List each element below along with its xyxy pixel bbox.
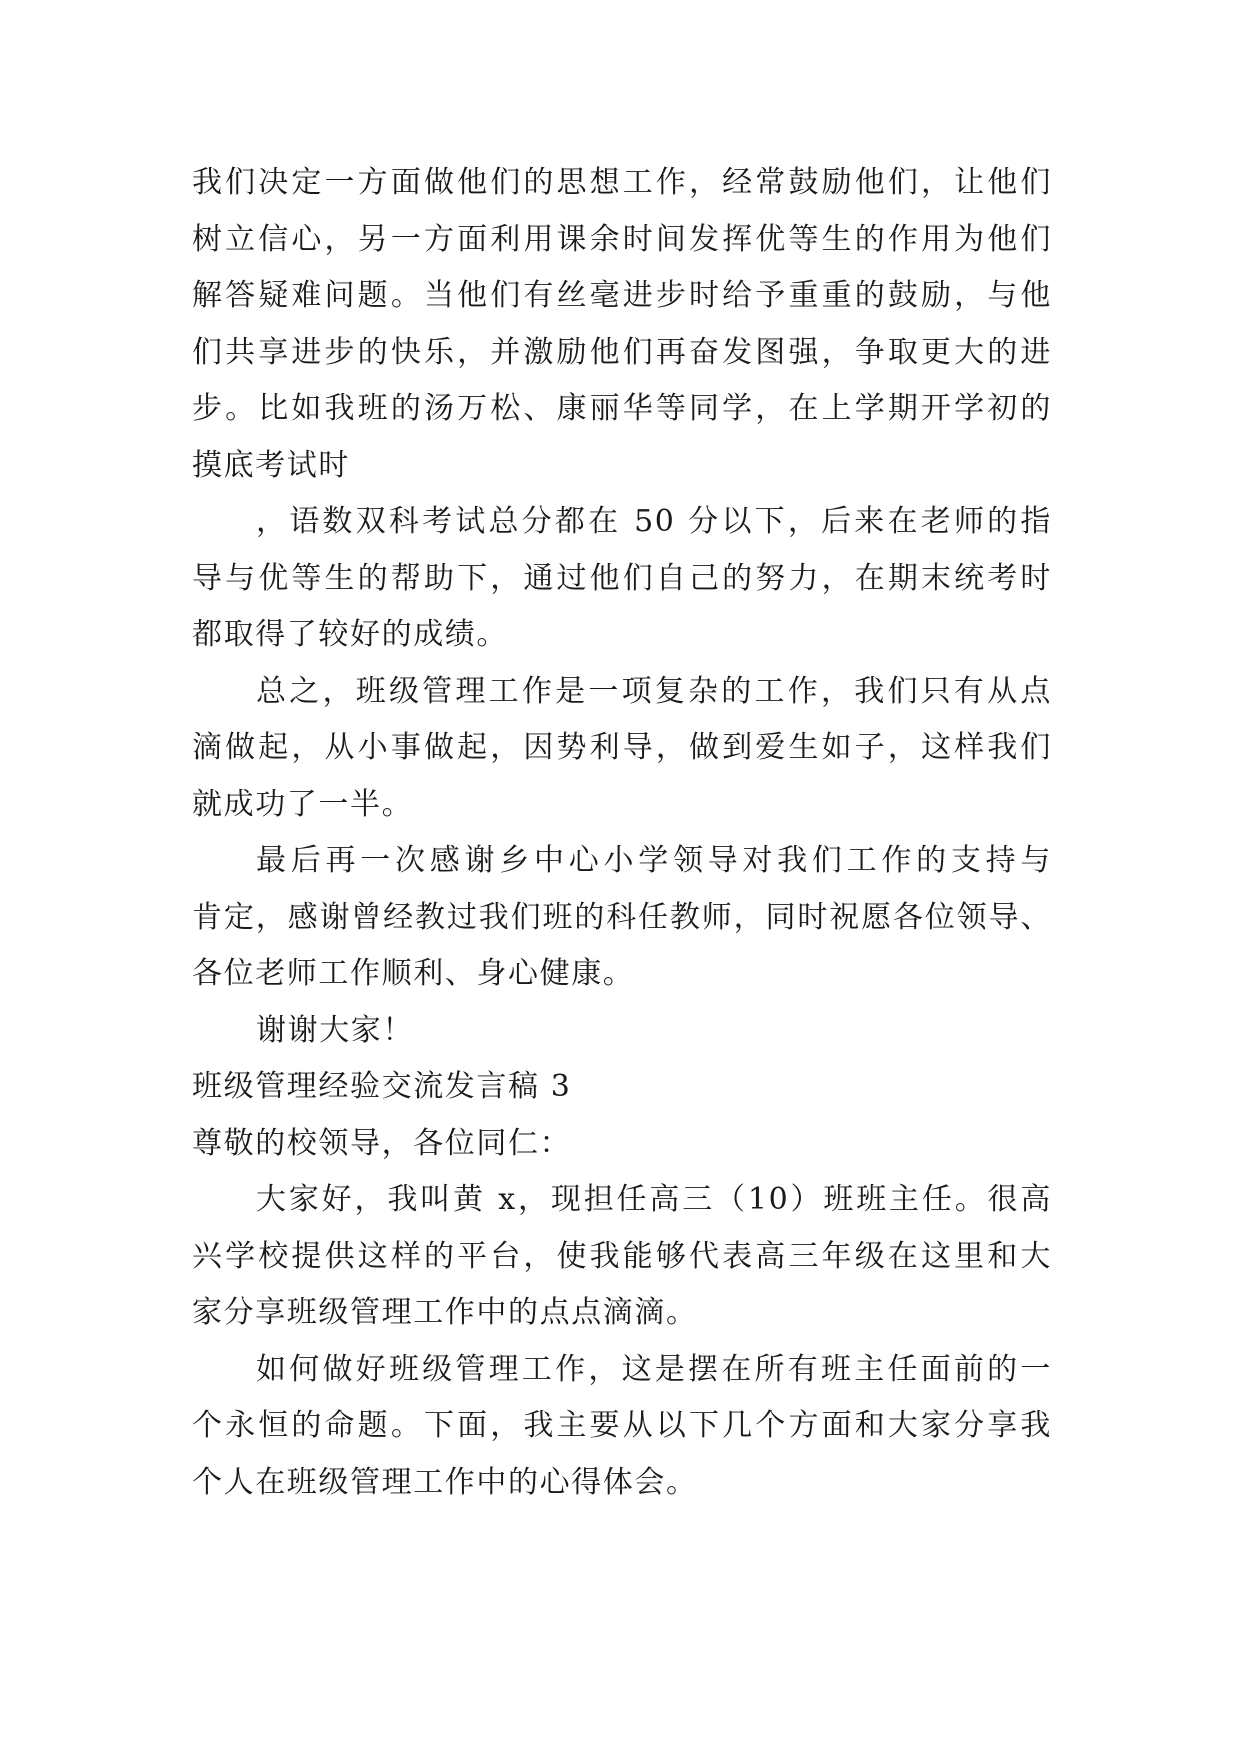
text-line: 解答疑难问题。当他们有丝毫进步时给予重重的鼓励，与他 <box>192 278 1052 313</box>
text-line: 尊敬的校领导，各位同仁： <box>192 1125 572 1161</box>
text-line: 个人在班级管理工作中的心得体会。 <box>192 1464 698 1500</box>
text-line: ，语数双科考试总分都在 50 分以下，后来在老师的指 <box>256 504 1052 539</box>
text-line: 大家好，我叫黄 x，现担任高三（10）班班主任。很高 <box>256 1182 1052 1217</box>
text-line: 各位老师工作顺利、身心健康。 <box>192 956 635 991</box>
paragraph <box>192 1116 1052 1173</box>
paragraph <box>192 1342 1052 1512</box>
text-line: 如何做好班级管理工作，这是摆在所有班主任面前的一 <box>256 1351 1052 1387</box>
paragraph <box>192 155 1052 494</box>
text-line: 总之，班级管理工作是一项复杂的工作，我们只有从点 <box>256 673 1052 709</box>
paragraph <box>192 494 1052 664</box>
paragraph <box>192 664 1052 834</box>
text-line: 滴做起，从小事做起，因势利导，做到爱生如子，这样我们 <box>192 730 1052 765</box>
text-line: 最后再一次感谢乡中心小学领导对我们工作的支持与 <box>256 843 1052 878</box>
text-line: 们共享进步的快乐，并激励他们再奋发图强，争取更大的进 <box>192 334 1052 370</box>
text-line: 谢谢大家！ <box>256 1012 414 1048</box>
text-line: 我们决定一方面做他们的思想工作，经常鼓励他们，让他们 <box>192 165 1052 200</box>
paragraph <box>192 833 1052 1003</box>
paragraph <box>192 1059 1052 1116</box>
text-line: 班级管理经验交流发言稿 3 <box>192 1069 572 1104</box>
text-line: 摸底考试时 <box>192 447 350 483</box>
text-line: 步。比如我班的汤万松、康丽华等同学，在上学期开学初的 <box>192 391 1052 426</box>
text-line: 肯定，感谢曾经教过我们班的科任教师，同时祝愿各位领导、 <box>192 899 1052 935</box>
text-line: 树立信心，另一方面利用课余时间发挥优等生的作用为他们 <box>192 221 1052 257</box>
text-line: 就成功了一半。 <box>192 786 414 822</box>
text-line: 兴学校提供这样的平台，使我能够代表高三年级在这里和大 <box>192 1238 1052 1274</box>
text-line: 都取得了较好的成绩。 <box>192 617 508 652</box>
paragraph <box>192 1172 1052 1342</box>
text-line: 个永恒的命题。下面，我主要从以下几个方面和大家分享我 <box>192 1408 1052 1443</box>
document-body <box>192 155 1052 1511</box>
text-line: 导与优等生的帮助下，通过他们自己的努力，在期末统考时 <box>192 560 1052 596</box>
paragraph <box>192 1003 1052 1060</box>
text-line: 家分享班级管理工作中的点点滴滴。 <box>192 1295 698 1330</box>
